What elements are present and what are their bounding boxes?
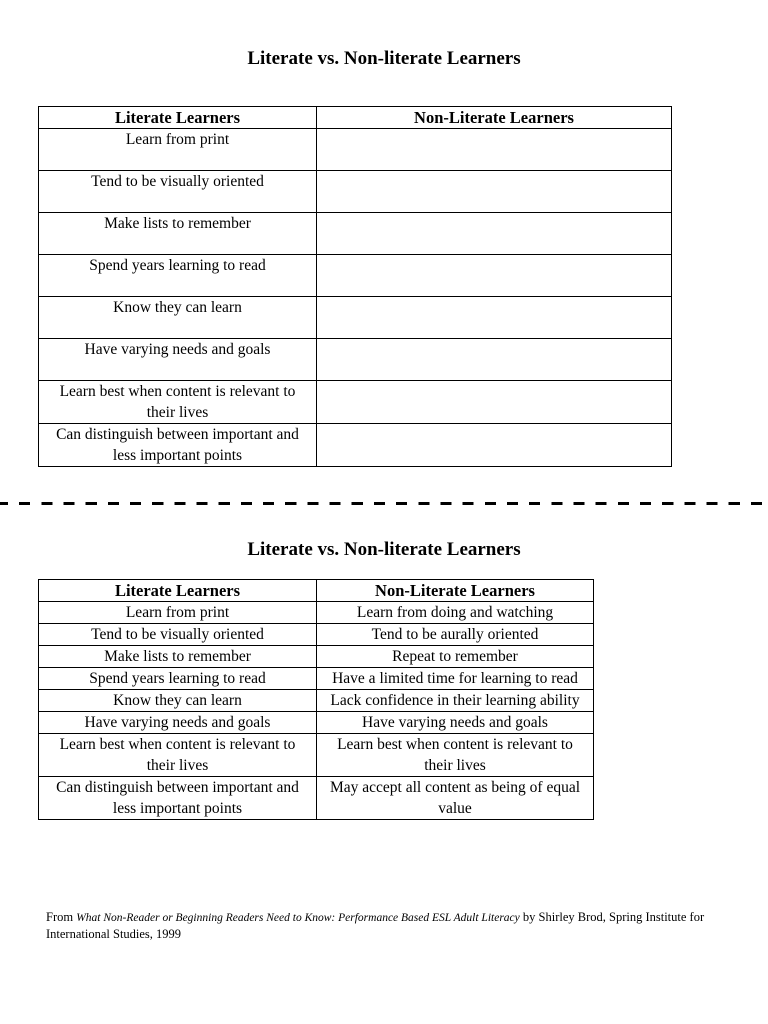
- literate-cell: Know they can learn: [39, 690, 317, 712]
- literate-cell: Learn best when content is relevant to their lives: [39, 734, 317, 777]
- non-literate-cell: Repeat to remember: [317, 646, 594, 668]
- blank-answer-cell: [317, 129, 672, 171]
- citation-prefix: From: [46, 909, 77, 924]
- source-citation: [46, 909, 726, 942]
- blank-answer-cell: [317, 339, 672, 381]
- blank-answer-cell: [317, 171, 672, 213]
- table-row: [39, 602, 594, 624]
- literate-cell: Spend years learning to read: [39, 668, 317, 690]
- table-row: [39, 734, 594, 777]
- non-literate-cell: May accept all content as being of equal value: [317, 777, 594, 820]
- table-row: [39, 424, 672, 467]
- table-row: [39, 777, 594, 820]
- non-literate-cell: Lack confidence in their learning ability: [317, 690, 594, 712]
- literate-cell: Learn best when content is relevant to their lives: [39, 381, 317, 424]
- literate-cell: Learn from print: [39, 602, 317, 624]
- blank-answer-cell: [317, 297, 672, 339]
- column-header-literate: Literate Learners: [39, 580, 317, 602]
- literate-cell: Can distinguish between important and less important points: [39, 777, 317, 820]
- column-header-non-literate: Non-Literate Learners: [317, 107, 672, 129]
- literate-cell: Have varying needs and goals: [39, 712, 317, 734]
- blank-answer-cell: [317, 255, 672, 297]
- table-header-row: [39, 107, 672, 129]
- answer-key-title: Literate vs. Non-literate Learners: [247, 539, 521, 560]
- table-header-row: [39, 580, 594, 602]
- column-header-literate: Literate Learners: [39, 107, 317, 129]
- literate-cell: Have varying needs and goals: [39, 339, 317, 381]
- table-row: [39, 646, 594, 668]
- literate-cell: Tend to be visually oriented: [39, 171, 317, 213]
- table-row: [39, 624, 594, 646]
- literate-cell: Know they can learn: [39, 297, 317, 339]
- blank-answer-cell: [317, 381, 672, 424]
- citation-suffix: by Shirley Brod, Spring Institute for International Studies, 1999: [46, 909, 705, 941]
- table-row: [39, 690, 594, 712]
- table-row: [39, 712, 594, 734]
- table-row: [39, 297, 672, 339]
- table-row: [39, 255, 672, 297]
- table-row: [39, 381, 672, 424]
- literate-cell: Make lists to remember: [39, 213, 317, 255]
- table-row: [39, 129, 672, 171]
- table-row: [39, 668, 594, 690]
- worksheet-title: Literate vs. Non-literate Learners: [247, 48, 521, 69]
- literate-cell: Can distinguish between important and less important points: [39, 424, 317, 467]
- literate-cell: Spend years learning to read: [39, 255, 317, 297]
- non-literate-cell: Tend to be aurally oriented: [317, 624, 594, 646]
- table-row: [39, 339, 672, 381]
- non-literate-cell: Learn best when content is relevant to their lives: [317, 734, 594, 777]
- non-literate-cell: Have a limited time for learning to read: [317, 668, 594, 690]
- cut-line-divider: [0, 502, 768, 505]
- literate-cell: Make lists to remember: [39, 646, 317, 668]
- table-row: [39, 213, 672, 255]
- literate-cell: Learn from print: [39, 129, 317, 171]
- worksheet-table: [38, 106, 672, 467]
- non-literate-cell: Learn from doing and watching: [317, 602, 594, 624]
- non-literate-cell: Have varying needs and goals: [317, 712, 594, 734]
- literate-cell: Tend to be visually oriented: [39, 624, 317, 646]
- blank-answer-cell: [317, 213, 672, 255]
- citation-book-title: What Non-Reader or Beginning Readers Need to Know: Performance Based ESL Adult Literacy: [76, 911, 520, 924]
- column-header-non-literate: Non-Literate Learners: [317, 580, 594, 602]
- table-row: [39, 171, 672, 213]
- blank-answer-cell: [317, 424, 672, 467]
- answer-key-table: [38, 579, 594, 820]
